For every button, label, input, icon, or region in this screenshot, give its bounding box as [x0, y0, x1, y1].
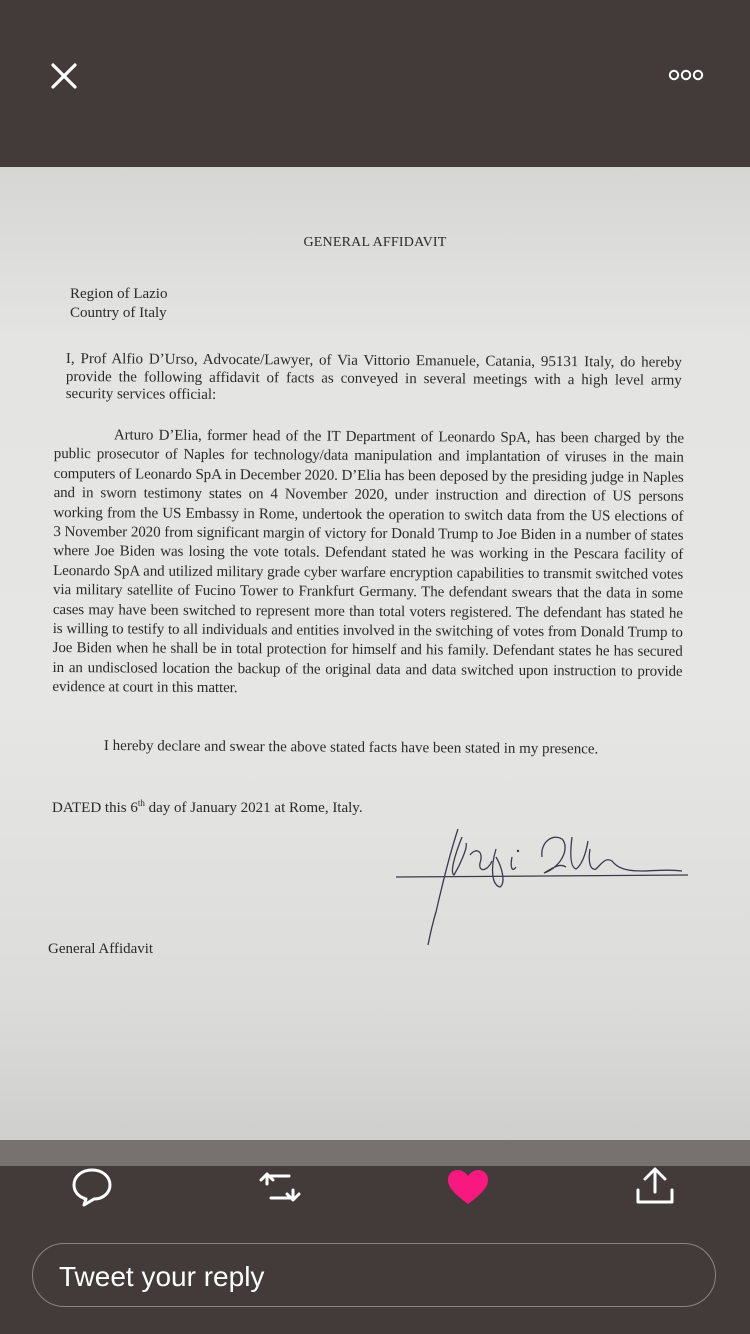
document-intro: I, Prof Alfio D’Urso, Advocate/Lawyer, of Via Vittorio Emanuele, Catania, 95131 Italy, do hereby provide the following affidavit of facts as conveyed in several meetings with a high level army security services official: — [65, 351, 682, 403]
photo-bottom-edge — [0, 1140, 750, 1166]
top-bar — [0, 0, 750, 167]
close-icon — [44, 56, 84, 96]
share-button[interactable] — [630, 1166, 680, 1208]
more-options-button[interactable] — [664, 62, 710, 88]
share-icon — [630, 1166, 680, 1208]
more-options-icon — [664, 62, 710, 88]
affidavit-photo[interactable] — [0, 167, 750, 1140]
document-footer: General Affidavit — [48, 941, 154, 957]
reply-placeholder: Tweet your reply — [59, 1261, 265, 1292]
document-title: GENERAL AFFIDAVIT — [303, 235, 447, 250]
document-declaration: I hereby declare and swear the above stated facts have been stated in my presence. — [103, 738, 599, 758]
heart-icon — [443, 1166, 493, 1208]
region-line: Region of Lazio — [70, 286, 168, 302]
like-button[interactable] — [443, 1166, 493, 1208]
retweet-button[interactable] — [255, 1166, 305, 1208]
reply-button[interactable] — [67, 1166, 117, 1208]
close-button[interactable] — [44, 56, 84, 96]
reply-input[interactable] — [32, 1243, 716, 1307]
country-line: Country of Italy — [70, 305, 167, 321]
reply-icon — [67, 1166, 117, 1208]
retweet-icon — [255, 1166, 305, 1208]
dated-ordinal: th — [137, 798, 145, 808]
signature — [392, 817, 692, 947]
document-body: Arturo D’Elia, former head of the IT Department of Leonardo SpA, has been charged by the public prosecutor of Naples for technology/data manipulation and implantation of viruses in the main computers of Leonardo SpA in December 2020. D’Elia has been deposed by the presiding judge in Naples and in sworn testimony states on 4 November 2020, under instruction and direction of US persons working from the US Embassy in Rome, undertook the operation to switch data from the US elections of 3 November 2020 from significant margin of victory for Donald Trump to Joe Biden in a number of states where Joe Biden was losing the vote totals. Defendant stated he was working in the Pescara facility of Leonardo SpA and utilized military grade cyber warfare encryption capabilities to transmit switched votes via military satellite of Fucino Tower to Frankfurt Germany. The defendant swears that the data in some cases may have been switched to represent more than total voters registered. The defendant has stated he is willing to testify to all individuals and entities involved in the switching of votes from Donald Trump to Joe Biden when he shall be in total protection for himself and his family. Defendant states he has secured in an undisclosed location the backup of the original data and data switched upon instruction to provide evidence at court in this matter. — [52, 427, 684, 697]
dated-suffix: day of January 2021 at Rome, Italy. — [144, 800, 363, 816]
document-dated — [52, 798, 363, 817]
dated-prefix: DATED this 6 — [52, 800, 138, 816]
document-region — [70, 285, 167, 323]
